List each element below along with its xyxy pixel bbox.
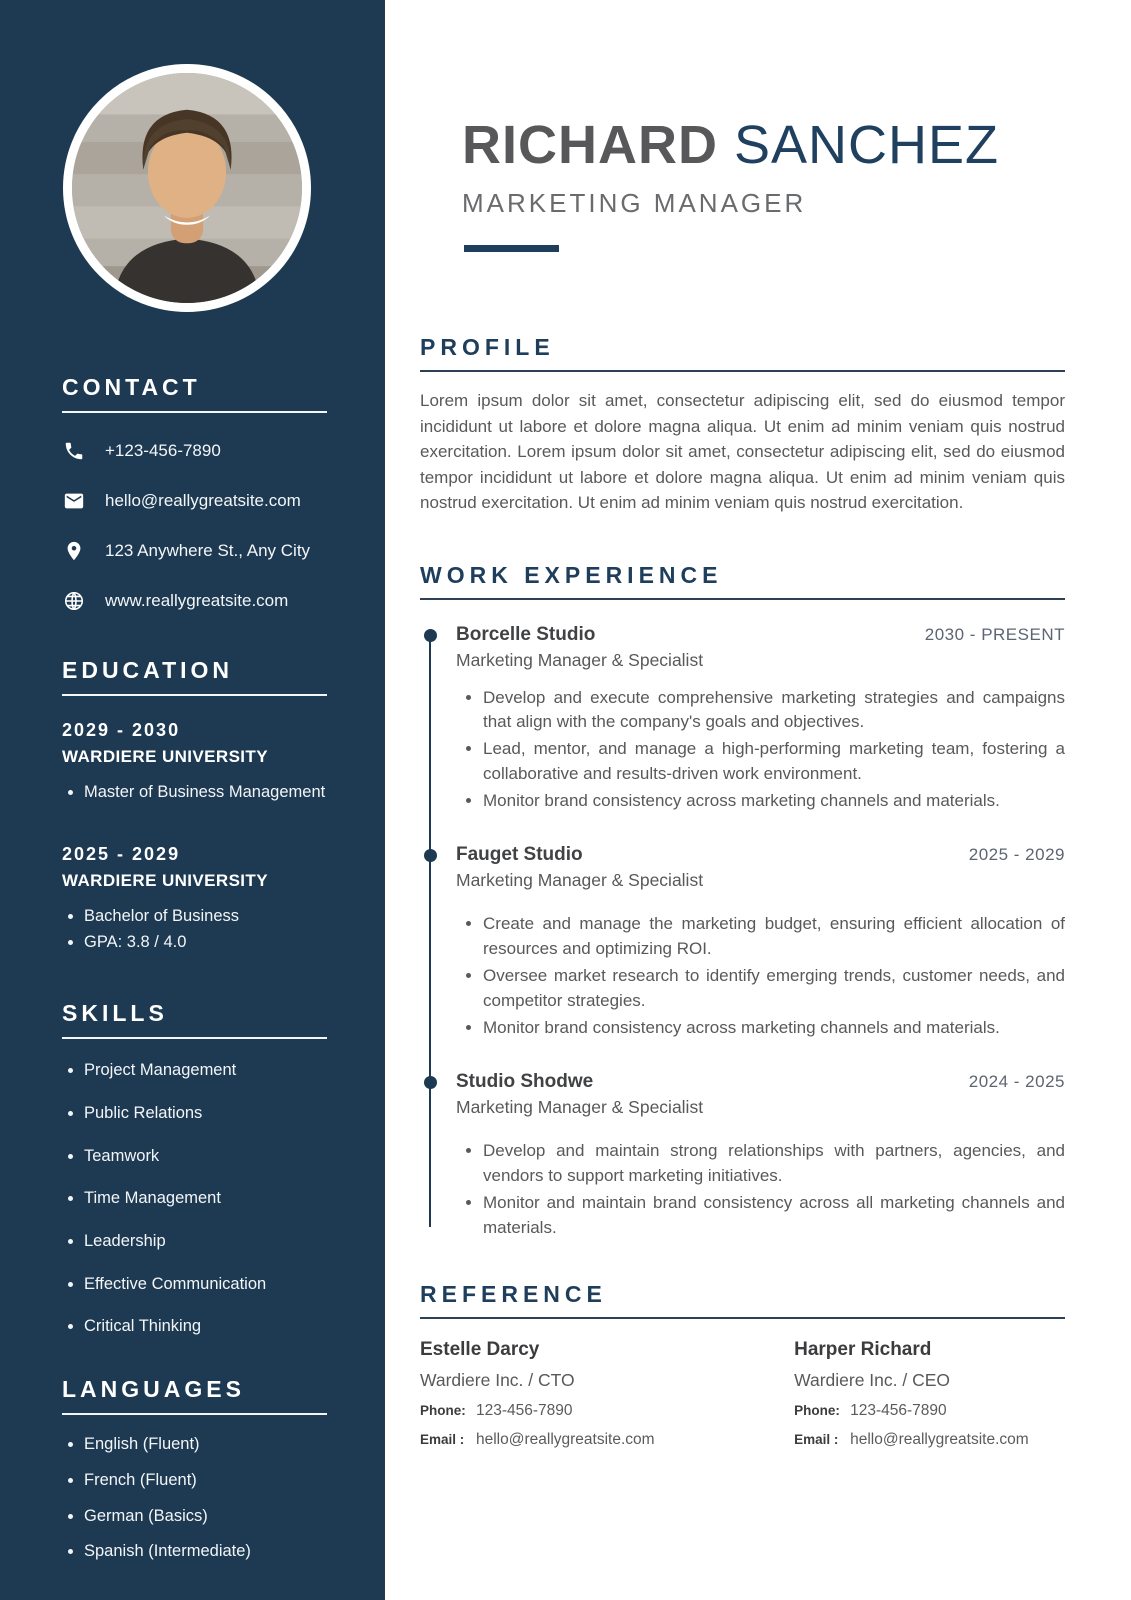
profile-section xyxy=(420,334,1065,516)
languages-divider xyxy=(62,1413,327,1415)
skill-item: • Project Management xyxy=(84,1057,327,1084)
education-school: WARDIERE UNIVERSITY xyxy=(62,747,268,766)
profile-photo-ring xyxy=(63,64,311,312)
contact-phone: +123-456-7890 xyxy=(105,441,221,460)
reference-email-label: Email : xyxy=(420,1432,465,1448)
reference-company: Wardiere Inc. / CEO xyxy=(794,1370,951,1391)
reference-name: Estelle Darcy xyxy=(420,1339,540,1361)
reference-email-row xyxy=(420,1431,794,1449)
skill-item: • Effective Communication xyxy=(84,1271,327,1298)
experience-company: Studio Shodwe xyxy=(456,1071,594,1093)
contact-item-address xyxy=(62,535,327,567)
language-item: • Spanish (Intermediate) xyxy=(84,1538,327,1565)
experience-entry xyxy=(456,844,1065,1041)
contact-address: 123 Anywhere St., Any City xyxy=(105,541,311,560)
first-name: RICHARD xyxy=(462,115,718,175)
experience-header xyxy=(456,624,1065,646)
education-bullets xyxy=(62,779,327,806)
contact-item-email xyxy=(62,485,327,517)
reference-phone: 123-456-7890 xyxy=(476,1402,573,1420)
education-bullet: • GPA: 3.8 / 4.0 xyxy=(84,929,327,956)
profile-text: Lorem ipsum dolor sit amet, consectetur adipiscing elit, sed do eiusmod tempor incididunt ut labore et dolore magna aliqua. Ut enim ad minim veniam quis nostrud exercitation. Lorem ipsum dolor sit amet, consectetur adipiscing elit, sed do eiusmod tempor incididunt ut labore et dolore magna aliqua. Ut enim ad minim veniam quis nostrud exercitation. Ut enim ad minim veniam quis nostrud exercitation. xyxy=(420,391,1065,512)
language-item: • German (Basics) xyxy=(84,1503,327,1530)
contact-list xyxy=(62,435,327,617)
experience-bullet: • Monitor brand consistency across marketing channels and materials. xyxy=(483,1016,1065,1041)
reference-phone: 123-456-7890 xyxy=(850,1402,947,1420)
education-bullets xyxy=(62,903,327,956)
experience-role: Marketing Manager & Specialist xyxy=(456,870,704,891)
reference-grid xyxy=(420,1339,1065,1449)
reference-divider xyxy=(420,1317,1065,1319)
skills-heading: SKILLS xyxy=(62,1000,168,1027)
experience-bullet: • Lead, mentor, and manage a high-performing marketing team, fostering a collaborative and results-driven work environment. xyxy=(483,737,1065,787)
reference-phone-row xyxy=(420,1402,794,1420)
experience-timeline xyxy=(420,624,1065,1242)
skill-item: • Time Management xyxy=(84,1185,327,1212)
experience-bullet: • Oversee market research to identify emerging trends, customer needs, and competitor strategies. xyxy=(483,964,1065,1014)
title-accent-bar xyxy=(464,245,559,252)
phone-icon xyxy=(62,440,85,463)
main-column xyxy=(385,0,1131,1449)
education-entry xyxy=(62,720,327,806)
experience-role: Marketing Manager & Specialist xyxy=(456,649,704,670)
education-heading: EDUCATION xyxy=(62,657,234,683)
profile-photo-image xyxy=(72,73,302,303)
sidebar xyxy=(0,0,385,1600)
languages-list xyxy=(62,1431,327,1565)
experience-bullet: • Monitor and maintain brand consistency across all marketing channels and materials. xyxy=(483,1191,1065,1241)
last-name: SANCHEZ xyxy=(734,115,1000,175)
languages-section xyxy=(0,1376,385,1565)
contact-divider xyxy=(62,411,327,413)
profile-heading: PROFILE xyxy=(420,334,555,360)
reference-heading: REFERENCE xyxy=(420,1281,607,1308)
skills-section xyxy=(0,1000,385,1340)
language-item: • French (Fluent) xyxy=(84,1467,327,1494)
timeline-dot xyxy=(424,1076,437,1089)
contact-heading: CONTACT xyxy=(62,374,201,400)
experience-bullets xyxy=(456,686,1065,815)
contact-email: hello@reallygreatsite.com xyxy=(105,491,301,510)
experience-dates: 2030 - PRESENT xyxy=(924,624,1065,644)
contact-item-website xyxy=(62,585,327,617)
contact-website: www.reallygreatsite.com xyxy=(105,591,289,610)
languages-heading: LANGUAGES xyxy=(62,1376,245,1403)
experience-header xyxy=(456,1071,1065,1093)
language-item: • English (Fluent) xyxy=(84,1431,327,1458)
experience-bullet: • Create and manage the marketing budget, ensuring efficient allocation of resources and optimizing ROI. xyxy=(483,912,1065,962)
education-years: 2029 - 2030 xyxy=(62,720,181,740)
reference-company: Wardiere Inc. / CTO xyxy=(420,1370,575,1391)
work-experience-heading: WORK EXPERIENCE xyxy=(420,561,723,588)
experience-bullet: • Monitor brand consistency across marketing channels and materials. xyxy=(483,789,1065,814)
work-experience-divider xyxy=(420,598,1065,600)
reference-email-row xyxy=(794,1431,1065,1449)
experience-bullets xyxy=(456,1139,1065,1241)
experience-bullet: • Develop and maintain strong relationships with partners, agencies, and vendors to support marketing initiatives. xyxy=(483,1139,1065,1189)
reference-email-label: Email : xyxy=(794,1432,839,1448)
education-section xyxy=(0,657,385,956)
skills-divider xyxy=(62,1037,327,1039)
skills-list xyxy=(62,1057,327,1340)
experience-dates: 2025 - 2029 xyxy=(968,845,1065,865)
timeline-dot xyxy=(424,629,437,642)
job-title: MARKETING MANAGER xyxy=(462,188,807,218)
experience-company: Borcelle Studio xyxy=(456,623,596,645)
experience-bullet: • Develop and execute comprehensive marketing strategies and campaigns that align with the company's goals and objectives. xyxy=(483,686,1065,736)
timeline-dot xyxy=(424,849,437,862)
globe-icon xyxy=(62,590,85,613)
experience-entry xyxy=(456,1071,1065,1241)
skill-item: • Public Relations xyxy=(84,1100,327,1127)
reference-email: hello@reallygreatsite.com xyxy=(850,1431,1029,1449)
contact-section xyxy=(0,374,385,617)
reference-entry xyxy=(420,1339,794,1449)
experience-entry xyxy=(456,624,1065,815)
person-name xyxy=(462,115,1065,175)
reference-name: Harper Richard xyxy=(794,1339,932,1361)
skill-item: • Teamwork xyxy=(84,1143,327,1170)
skill-item: • Leadership xyxy=(84,1228,327,1255)
reference-phone-label: Phone: xyxy=(794,1403,840,1419)
education-bullet: • Bachelor of Business xyxy=(84,903,327,930)
experience-role: Marketing Manager & Specialist xyxy=(456,1097,704,1118)
profile-photo xyxy=(63,64,311,312)
education-years: 2025 - 2029 xyxy=(62,843,181,864)
profile-divider xyxy=(420,370,1065,372)
experience-dates: 2024 - 2025 xyxy=(968,1072,1065,1092)
experience-header xyxy=(456,844,1065,866)
reference-phone-label: Phone: xyxy=(420,1403,466,1419)
reference-entry xyxy=(794,1339,1065,1449)
email-icon xyxy=(62,490,85,513)
contact-item-phone xyxy=(62,435,327,467)
reference-email: hello@reallygreatsite.com xyxy=(476,1431,655,1449)
experience-company: Fauget Studio xyxy=(456,844,583,866)
education-entry xyxy=(62,844,327,956)
education-school: WARDIERE UNIVERSITY xyxy=(62,870,268,890)
reference-phone-row xyxy=(794,1402,1065,1420)
skill-item: • Critical Thinking xyxy=(84,1313,327,1340)
location-icon xyxy=(62,540,85,563)
education-bullet: • Master of Business Management xyxy=(84,779,327,806)
name-block xyxy=(420,0,1065,252)
education-divider xyxy=(62,694,327,696)
experience-bullets xyxy=(456,912,1065,1041)
work-experience-section xyxy=(420,562,1065,1242)
reference-section xyxy=(420,1281,1065,1449)
